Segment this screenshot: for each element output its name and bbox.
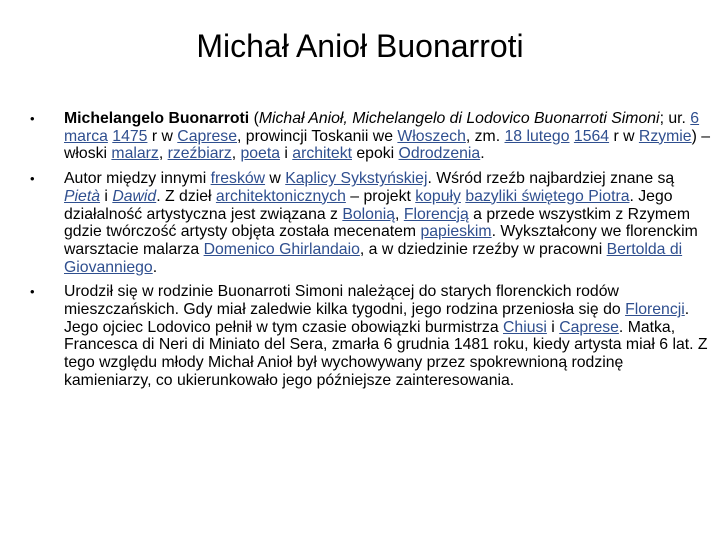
text-run: i — [100, 187, 113, 205]
text-run: , — [395, 205, 404, 223]
text-run: w — [265, 170, 286, 188]
slide-title: Michał Anioł Buonarroti — [196, 28, 524, 64]
text-run: , prowincji Toskanii we — [237, 127, 398, 145]
link-florencji[interactable]: Florencji — [625, 301, 685, 319]
link-freski[interactable]: fresków — [210, 170, 266, 188]
text-run: – projekt — [345, 187, 416, 205]
bullet-dot-icon: • — [30, 171, 35, 187]
bullet-dot-icon: • — [30, 111, 35, 126]
text-run: . Matka, Francesca di Neri di Miniato del Sera, zmarła 6 grudnia 1481 roku, kiedy artysta miał 6 lat. Z tego względu młody Michał Anioł był wychowywany przez spokrewnioną rodzinę kamieniarzy, co ukierunkowało jego późniejsze zainteresowania. — [64, 318, 708, 389]
link-wlochy[interactable]: Włoszech — [397, 127, 466, 145]
text-run: a przede wszystkim z Rzymem gdzie twórczość artysty objęta została mecenatem — [64, 205, 690, 241]
text-run: ( — [249, 110, 259, 127]
link-caprese[interactable]: Caprese — [177, 127, 237, 145]
link-bazylika[interactable]: bazyliki świętego Piotra — [465, 187, 630, 205]
subject-name: Michelangelo Buonarroti — [64, 110, 250, 127]
text-run: , — [158, 145, 168, 163]
bullet-item-birth — [30, 110, 710, 163]
link-malarz[interactable]: malarz — [111, 145, 159, 163]
bullet-dot-icon: • — [30, 284, 35, 300]
bullet-item-works — [30, 170, 710, 276]
link-death-year[interactable]: 1564 — [573, 127, 610, 145]
link-rzym[interactable]: Rzymie — [638, 127, 692, 145]
link-florencja[interactable]: Florencją — [403, 205, 469, 223]
text-run: i — [280, 145, 293, 163]
text-run: ; ur. — [659, 110, 691, 127]
link-kaplica-sykstynska[interactable]: Kaplicy Sykstyńskiej — [285, 170, 428, 188]
link-papieski[interactable]: papieskim — [420, 223, 492, 241]
link-birth-year[interactable]: 1475 — [112, 127, 148, 145]
link-rzezbiarz[interactable]: rzeźbiarz — [167, 145, 232, 163]
text-run: . Wśród rzeźb najbardziej znane są — [427, 170, 675, 188]
text-run: r w — [609, 127, 639, 145]
link-death-date[interactable]: 18 lutego — [504, 127, 570, 145]
text-run: . Z dzieł — [156, 187, 216, 205]
alt-names: Michał Anioł, Michelangelo di Lodovico Buonarroti Simoni — [258, 110, 660, 127]
text-run: . — [480, 145, 485, 163]
bullet-list — [30, 110, 710, 397]
text-run: . Wykształcony we florenckim warsztacie malarza — [64, 223, 698, 258]
text-run: Autor między innymi — [64, 170, 211, 188]
link-architektonicznych[interactable]: architektonicznych — [215, 187, 346, 205]
text-run: ) – włoski — [64, 127, 711, 163]
link-dawid-text: Dawid — [112, 187, 157, 205]
text-run: epoki — [352, 145, 399, 163]
text-run: i — [546, 318, 560, 336]
bullet-item-family — [30, 283, 710, 389]
link-odrodzenie[interactable]: Odrodzenia — [398, 145, 481, 163]
link-bolonia[interactable]: Bolonią — [342, 205, 396, 223]
link-kopula[interactable]: kopuły — [415, 187, 461, 205]
link-architekt[interactable]: architekt — [292, 145, 352, 163]
text-run: . — [152, 258, 158, 276]
link-ghirlandaio[interactable]: Domenico Ghirlandaio — [203, 240, 360, 258]
link-birth-date[interactable]: 6 marca — [64, 110, 700, 145]
link-bertoldo[interactable]: Bertolda di Giovanniego — [64, 240, 683, 276]
link-poeta[interactable]: poeta — [240, 145, 280, 163]
text-run: , a w dziedzinie rzeźby w pracowni — [359, 240, 607, 258]
text-run: . Jego ojciec Lodovico pełnił w tym czasie obowiązki burmistrza — [64, 301, 690, 336]
link-pieta[interactable] — [64, 188, 100, 205]
link-chiusi[interactable]: Chiusi — [503, 318, 547, 336]
text-run: , zm. — [465, 127, 505, 145]
link-caprese-2[interactable]: Caprese — [559, 318, 619, 336]
text-run: , — [231, 145, 241, 163]
link-dawid[interactable] — [112, 188, 156, 205]
text-run: . Jego działalność artystyczna jest związana z — [64, 187, 673, 223]
link-pieta-text: Pietà — [64, 187, 101, 205]
text-run: r w — [147, 127, 178, 145]
text-run: Urodził się w rodzinie Buonarroti Simoni należącej do starych florenckich rodów mieszczańskich. Gdy miał zaledwie kilka tygodni, jego rodzina przeniosła się do — [64, 283, 626, 319]
